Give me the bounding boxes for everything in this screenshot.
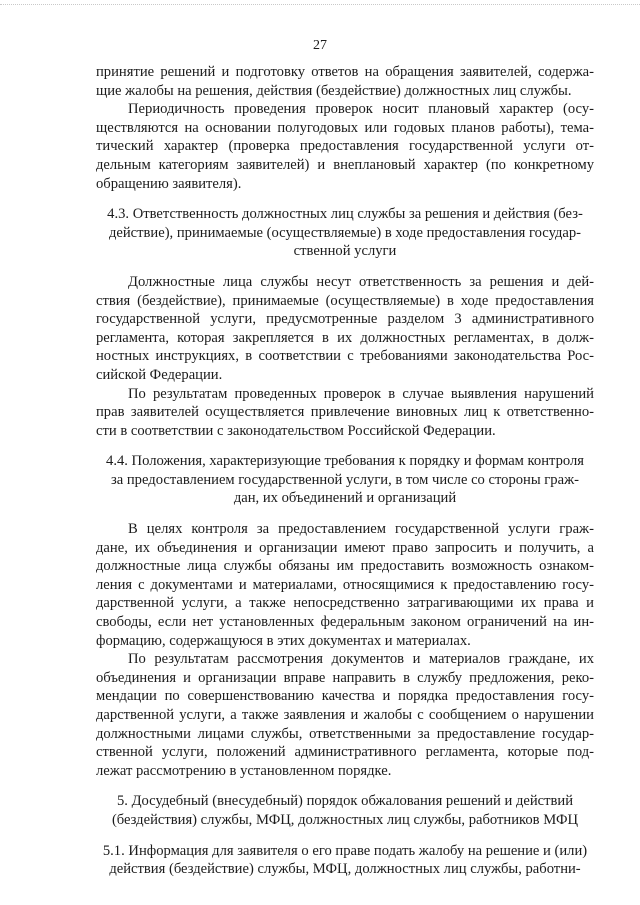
text-line: дане, их объединения и организации имеют право запросить и получить, а xyxy=(96,539,594,556)
text-line: тический характер (проверка предоставления государственной услуги от- xyxy=(96,138,594,155)
section-heading xyxy=(96,452,594,508)
scan-edge-line xyxy=(0,4,640,5)
paragraph xyxy=(96,273,594,385)
text-line: сийской Федерации. xyxy=(96,366,223,383)
text-line: принятие решений и подготовку ответов на обращения заявителей, содержа- xyxy=(96,64,594,80)
text-line: лежат рассмотрению в установленном порядке. xyxy=(96,762,392,779)
text-line: По результатам рассмотрения документов и материалов граждане, их xyxy=(128,651,594,668)
text-line: 5.1. Информация для заявителя о его праве подать жалобу на решение и (или) xyxy=(102,842,588,859)
text-line: ления с документами и материалами, относящимися к предоставлению госу- xyxy=(96,576,594,593)
text-line: дарственной услуги, а также непосредственно затрагивающими их права и xyxy=(96,595,594,612)
text-line: (бездействия) службы, МФЦ, должностных лиц службы, работников МФЦ xyxy=(111,811,579,828)
paragraph xyxy=(96,100,594,193)
paragraph xyxy=(96,385,594,441)
text-line: дан, их объединений и организаций xyxy=(233,490,457,507)
text-line: По результатам проведенных проверок в случае выявления нарушений xyxy=(128,385,594,402)
section-heading xyxy=(96,842,594,879)
text-line: государственной услуги, предусмотренные разделом 3 административного xyxy=(96,311,594,328)
page-number: 27 xyxy=(313,38,327,53)
text-line: щие жалобы на решения, действия (бездействие) должностных лиц службы. xyxy=(96,82,572,99)
text-line: ностных инструкциях, в соответствии с требованиями законодательства Рос- xyxy=(96,348,594,365)
text-line: объединения и организации вправе направить в службу предложения, реко- xyxy=(96,669,594,686)
text-line: формацию, содержащуюся в этих документах и материалах. xyxy=(96,632,471,649)
text-line: 4.3. Ответственность должностных лиц службы за решения и действия (без- xyxy=(107,206,583,223)
text-line: Периодичность проведения проверок носит плановый характер (осу- xyxy=(128,101,594,118)
text-line: сти в соответствии с законодательством Российской Федерации. xyxy=(96,422,496,439)
text-line: 5. Досудебный (внесудебный) порядок обжалования решений и действий xyxy=(116,793,574,810)
paragraph xyxy=(96,520,594,650)
text-line: регламента, которая закрепляется в их должностных регламентах, в долж- xyxy=(96,329,594,346)
text-line: должностными лицами службы, ответственными за предоставление государ- xyxy=(96,725,594,742)
text-line: должностные лица службы обязаны им предоставить возможность ознаком- xyxy=(96,558,594,575)
text-line: ствия (бездействие), принимаемые (осуществляемые) в ходе предоставления xyxy=(96,292,594,309)
text-line: дельным категориям заявителей) и внеплановый характер (по конкретному xyxy=(96,156,594,173)
text-line: за предоставлением государственной услуги, в том числе со стороны граж- xyxy=(110,471,580,488)
section-heading xyxy=(96,205,594,261)
text-line: ществляются на основании полугодовых или годовых планов работы), тема- xyxy=(96,119,594,136)
text-line: свободы, если нет установленных федеральным законом ограничений на ин- xyxy=(96,614,594,631)
text-line: обращению заявителя). xyxy=(96,175,242,192)
text-line: прав заявителей осуществляется привлечение виновных лиц к ответственно- xyxy=(96,404,594,421)
text-line: Должностные лица службы несут ответственность за решения и дей- xyxy=(128,273,594,290)
text-line: действие), принимаемые (осуществляемые) в ходе предоставления государ- xyxy=(108,224,582,241)
text-line: В целях контроля за предоставлением государственной услуги граж- xyxy=(128,521,594,538)
text-line: ственной услуги, положений административного регламента, которые под- xyxy=(96,744,594,761)
text-line: 4.4. Положения, характеризующие требования к порядку и формам контроля xyxy=(106,453,584,470)
text-line: мендации по совершенствованию качества и порядка предоставления госу- xyxy=(96,688,594,705)
text-line: ственной услуги xyxy=(293,243,397,260)
document-body xyxy=(96,63,594,879)
paragraph xyxy=(96,650,594,780)
text-line: действия (бездействие) службы, МФЦ, должностных лиц службы, работни- xyxy=(109,861,581,878)
text-line: дарственной услуги, а также заявления и жалобы с сообщением о нарушении xyxy=(96,707,594,723)
paragraph xyxy=(96,63,594,100)
section-heading xyxy=(96,792,594,829)
